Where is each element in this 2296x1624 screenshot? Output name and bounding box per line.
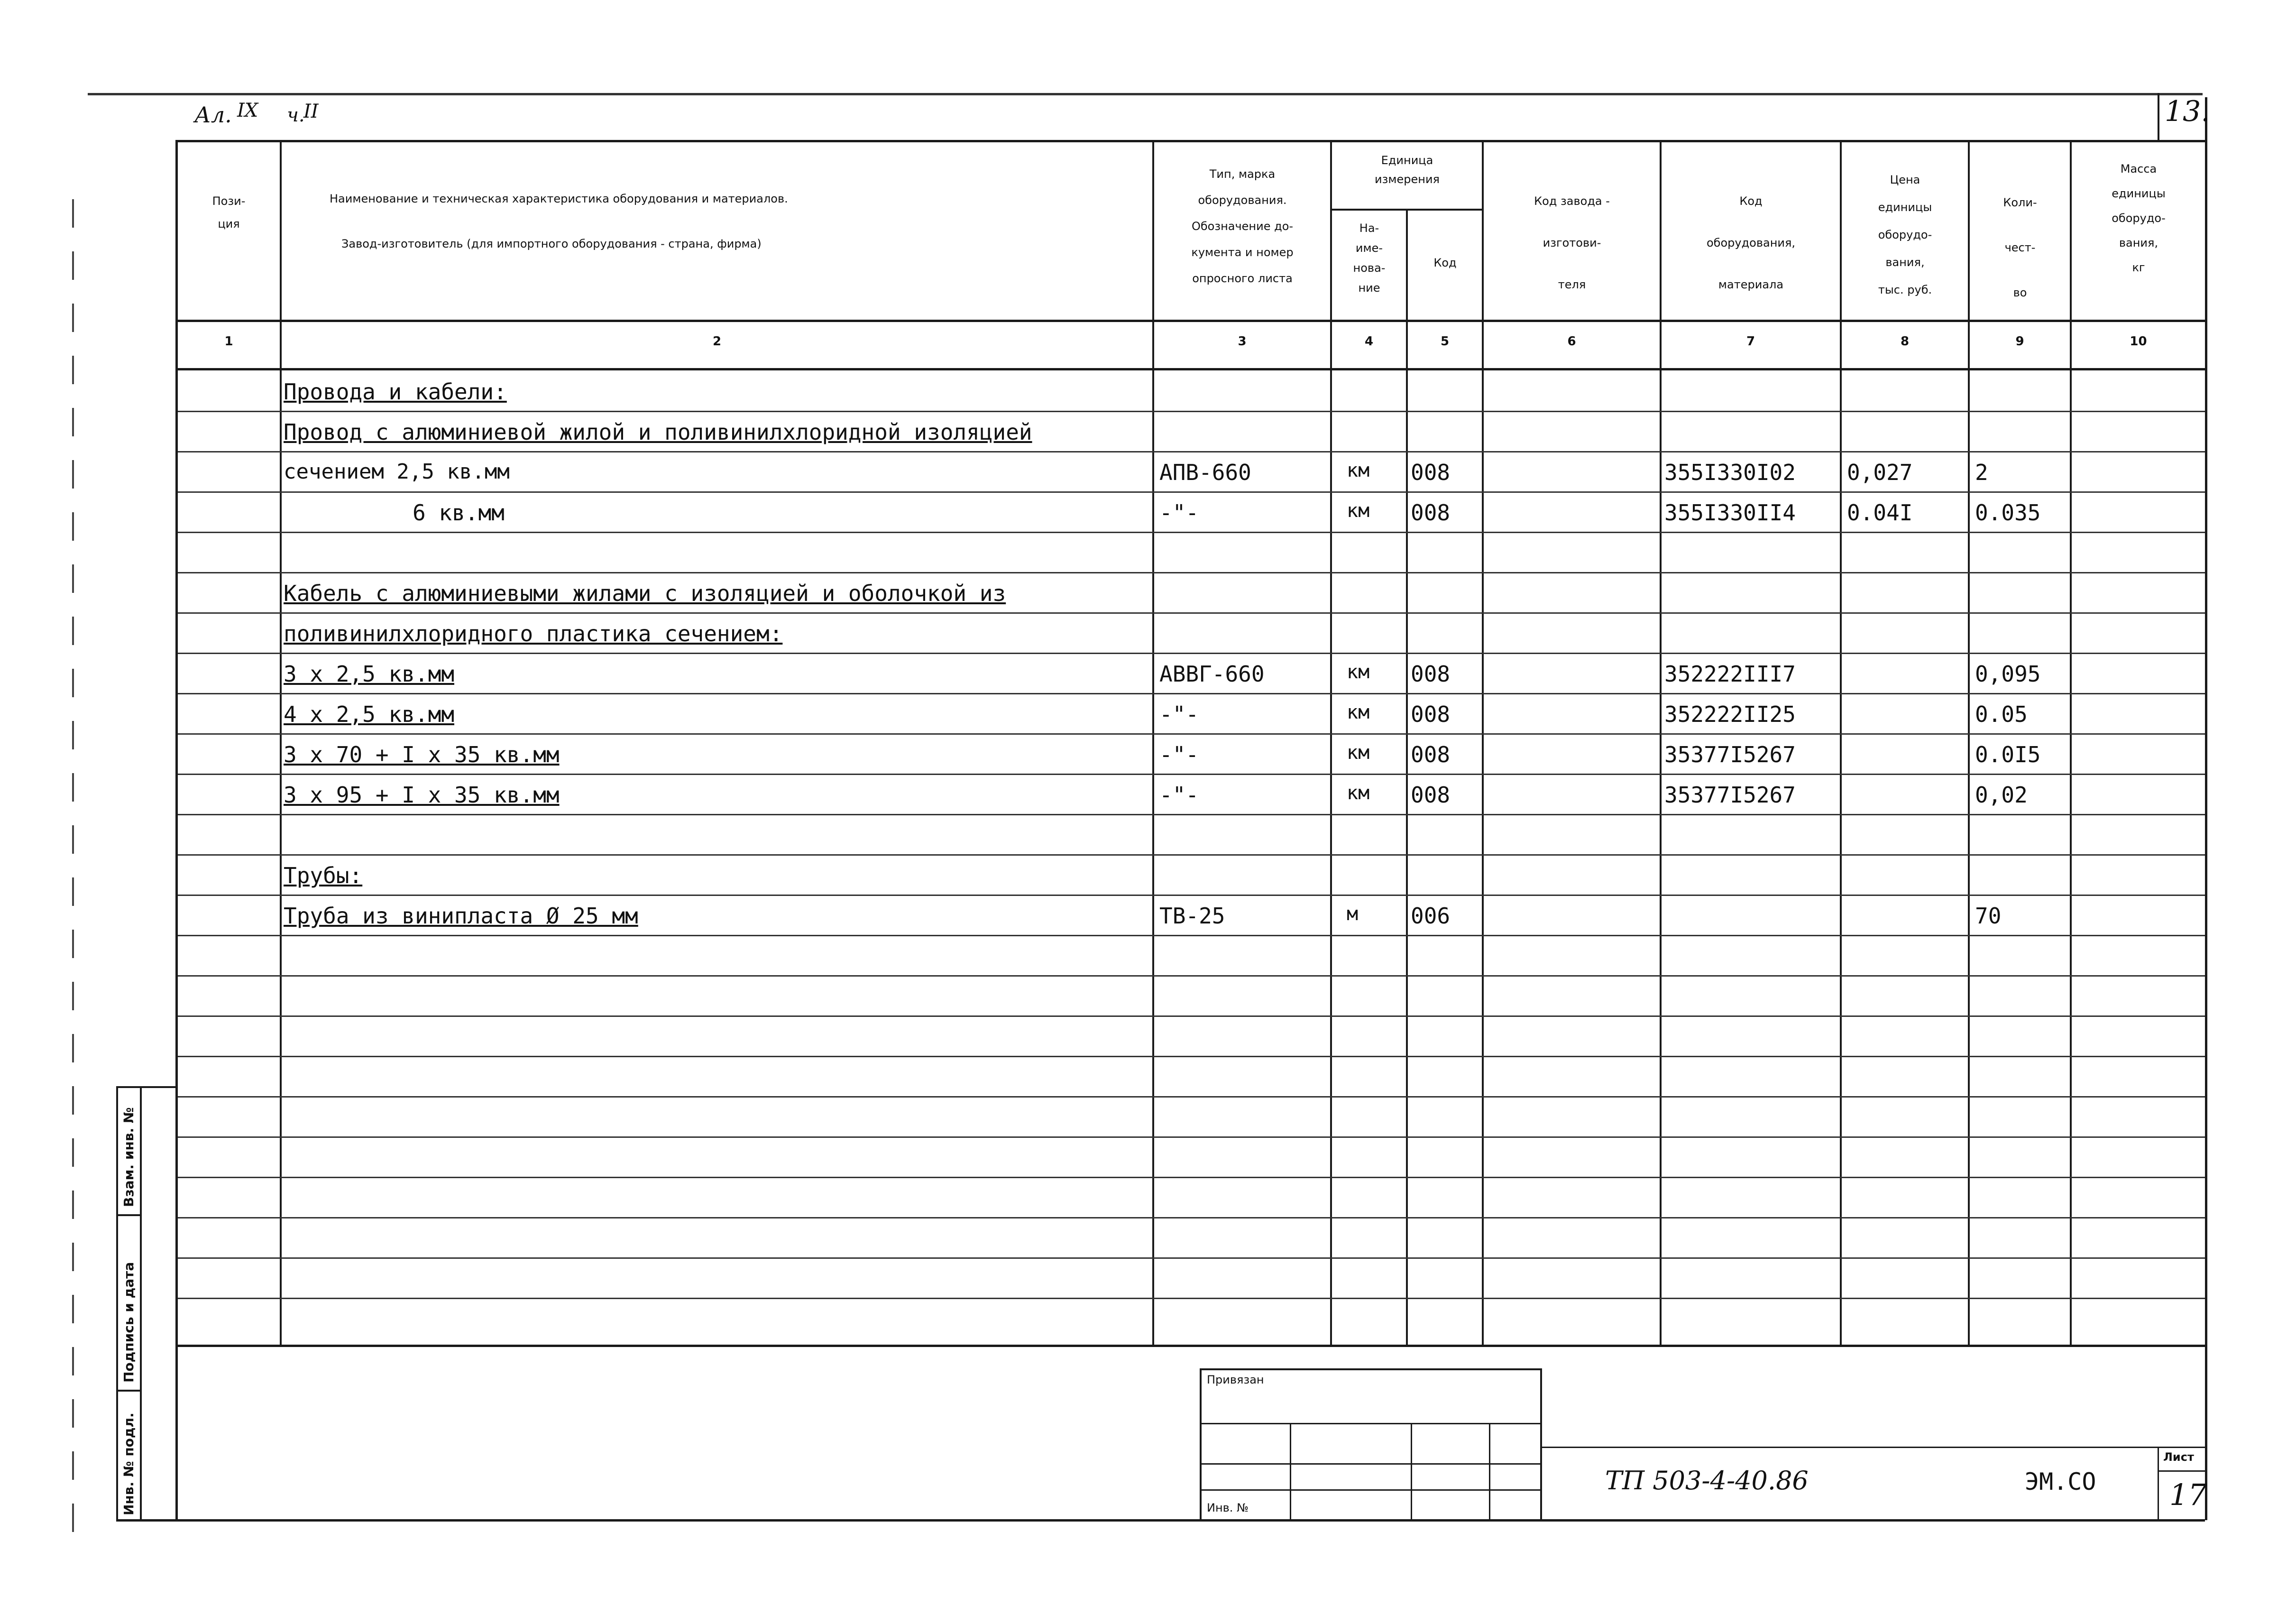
cell-name: 4 х 2,5 кв.мм [284, 701, 455, 727]
tb-outer-top [1200, 1368, 1541, 1370]
header-bottom-rule [175, 320, 2207, 322]
cell-type: АВВГ-660 [1159, 661, 1265, 687]
cell-name: Провода и кабели: [284, 379, 507, 405]
header-col3-l1: Тип, марка [1209, 167, 1276, 181]
side-stamp-right [140, 1086, 142, 1520]
header-col10-l1: Масса [2120, 162, 2157, 175]
cell-name: Трубы: [284, 863, 363, 888]
cell-price: 0.04I [1847, 500, 1913, 526]
header-col8 [1842, 166, 1968, 304]
cell-unit: км [1347, 782, 1370, 804]
side-stamp-div2 [116, 1390, 142, 1392]
header-col7 [1662, 180, 1840, 305]
corner-page-number: 13. [2165, 95, 2210, 128]
cell-name: 3 х 95 + I х 35 кв.мм [284, 782, 560, 808]
col-sep-7 [1840, 140, 1842, 1347]
part-label: ч. [287, 104, 305, 126]
cell-type: -"- [1159, 782, 1199, 808]
colnum-5: 5 [1440, 334, 1450, 349]
header-col5: Код [1433, 256, 1457, 269]
cell-name: сечением 2,5 кв.мм [284, 460, 510, 484]
cell-name: поливинилхлоридного пластика сечением: [284, 621, 783, 646]
tb-inv-no: Инв. № [1207, 1501, 1249, 1514]
table-bottom-rule [175, 1345, 2207, 1347]
header-col1-l2: ция [218, 217, 240, 231]
colnum-10: 10 [2130, 334, 2147, 349]
row-rule [178, 975, 2205, 977]
row-rule [178, 1177, 2205, 1178]
cell-unit: км [1347, 460, 1370, 481]
col-sep-2 [1152, 140, 1154, 1347]
row-rule [178, 854, 2205, 856]
tb-privyazan: Привязан [1207, 1373, 1264, 1386]
header-col7-l3: материала [1718, 278, 1784, 291]
header-unit-group-l1: Единица [1381, 154, 1433, 167]
header-col4-l2: име- [1355, 241, 1383, 255]
row-rule [178, 491, 2205, 493]
numbers-bottom-rule [175, 368, 2207, 370]
cell-equip-code: 352222II25 [1664, 701, 1796, 727]
col-sep-3 [1330, 140, 1332, 1347]
row-rule [178, 411, 2205, 412]
header-col9-l3: во [2013, 286, 2027, 299]
colnum-2: 2 [712, 334, 722, 349]
header-col1-l1: Пози- [212, 194, 246, 208]
cell-name: 3 х 2,5 кв.мм [284, 661, 455, 687]
header-col3 [1155, 161, 1330, 292]
top-border [88, 93, 2203, 95]
row-rule [178, 1015, 2205, 1017]
header-col10-l5: кг [2132, 261, 2145, 274]
tb-doc-code: ТП 503-4-40.86 [1605, 1466, 1809, 1495]
colnum-6: 6 [1567, 334, 1576, 349]
row-rule [178, 1136, 2205, 1138]
colnum-8: 8 [1900, 334, 1910, 349]
header-col8-l1: Цена [1890, 173, 1920, 186]
unit-group-rule [1330, 209, 1482, 211]
col-sep-9 [2070, 140, 2072, 1347]
cell-code: 008 [1411, 742, 1451, 767]
cell-code: 008 [1411, 701, 1451, 727]
cell-type: -"- [1159, 742, 1199, 767]
colnum-9: 9 [2015, 334, 2024, 349]
cell-name: 6 кв.мм [413, 500, 505, 526]
cell-qty: 70 [1975, 903, 2002, 929]
tb-col2 [1411, 1423, 1412, 1520]
header-col8-l5: тыс. руб. [1878, 283, 1932, 296]
album-number: IX [237, 100, 258, 121]
row-rule [178, 693, 2205, 694]
cell-equip-code: 35377I5267 [1664, 742, 1796, 767]
row-rule [178, 451, 2205, 452]
header-col9-l2: чест- [2004, 241, 2036, 254]
cell-qty: 0,02 [1975, 782, 2028, 808]
cell-equip-code: 352222III7 [1664, 661, 1796, 687]
corner-page-box [2158, 93, 2159, 140]
row-rule [178, 1257, 2205, 1259]
cell-equip-code: 35377I5267 [1664, 782, 1796, 808]
cell-name: Провод с алюминиевой жилой и поливинилхлоридной изоляцией [284, 419, 1032, 445]
cell-price: 0,027 [1847, 460, 1913, 485]
side-stamp-top [116, 1086, 175, 1088]
cell-equip-code: 355I330I02 [1664, 460, 1796, 485]
cell-code: 006 [1411, 903, 1451, 929]
header-col9-l1: Коли- [2003, 196, 2037, 209]
header-col10 [2072, 157, 2205, 280]
cell-unit: м [1347, 903, 1359, 925]
header-col9 [1970, 180, 2070, 315]
cell-code: 008 [1411, 500, 1451, 526]
cell-type: -"- [1159, 500, 1199, 526]
top-rule [175, 140, 2207, 142]
header-col6-l2: изготови- [1543, 236, 1601, 249]
part-number: II [303, 101, 319, 122]
header-col7-l2: оборудования, [1706, 236, 1796, 249]
row-rule [178, 814, 2205, 815]
header-col6 [1484, 180, 1660, 305]
cell-equip-code: 355I330II4 [1664, 500, 1796, 526]
col-sep-1 [280, 140, 282, 1347]
cell-unit: км [1347, 701, 1370, 723]
header-col3-l4: кумента и номер [1191, 246, 1294, 259]
col-sep-8 [1968, 140, 1970, 1347]
side-stamp-div1 [116, 1214, 142, 1216]
header-col2-line2: Завод-изготовитель (для импортного оборудования - страна, фирма) [341, 237, 762, 250]
tb-list-box-left [2158, 1447, 2159, 1520]
cell-qty: 0.05 [1975, 701, 2028, 727]
colnum-3: 3 [1238, 334, 1247, 349]
cell-qty: 0,095 [1975, 661, 2041, 687]
header-col10-l4: вания, [2119, 236, 2158, 249]
tb-outer-right [1540, 1368, 1542, 1520]
row-rule [178, 612, 2205, 614]
header-col8-l3: оборудо- [1878, 228, 1932, 241]
tb-list-label: Лист [2163, 1450, 2194, 1464]
cell-qty: 0.0I5 [1975, 742, 2041, 767]
header-col3-l3: Обозначение до- [1191, 220, 1294, 233]
header-col7-l1: Код [1739, 194, 1763, 208]
cell-type: ТВ-25 [1159, 903, 1225, 929]
cell-name: Кабель с алюминиевыми жилами с изоляцией и оболочкой из [284, 581, 1006, 606]
header-col10-l3: оборудо- [2112, 212, 2166, 225]
side-vzam-inv: Взам. инв. № [121, 1107, 137, 1207]
page-bottom-rule [116, 1519, 2205, 1522]
header-col8-l2: единицы [1878, 201, 1932, 214]
cell-type: -"- [1159, 701, 1199, 727]
header-col6-l1: Код завода - [1534, 194, 1610, 208]
scan-margin-mark [72, 199, 74, 1541]
side-podpis-data: Подпись и дата [121, 1262, 137, 1383]
colnum-4: 4 [1364, 334, 1374, 349]
cell-unit: км [1347, 742, 1370, 764]
cell-name: 3 х 70 + I х 35 кв.мм [284, 742, 560, 767]
cell-name: Труба из винипласта Ø 25 мм [284, 903, 638, 929]
row-rule [178, 1298, 2205, 1299]
cell-code: 008 [1411, 661, 1451, 687]
tb-sheet-code: ЭМ.СО [2025, 1468, 2096, 1495]
header-col6-l3: теля [1558, 278, 1586, 291]
cell-qty: 0.035 [1975, 500, 2041, 526]
tb-right-top [1542, 1447, 2206, 1448]
cell-qty: 2 [1975, 460, 1988, 485]
cell-type: АПВ-660 [1159, 460, 1251, 485]
header-col4-l1: На- [1359, 221, 1379, 235]
header-col3-l2: оборудования. [1198, 194, 1287, 207]
header-col10-l2: единицы [2112, 187, 2166, 200]
col-sep-4 [1406, 209, 1408, 1347]
side-stamp-left [116, 1086, 118, 1520]
tb-col1 [1290, 1423, 1291, 1520]
header-col4-l4: ние [1358, 281, 1380, 295]
header-col8-l4: вания, [1885, 256, 1925, 269]
row-rule [178, 1056, 2205, 1057]
row-rule [178, 532, 2205, 533]
cell-code: 008 [1411, 782, 1451, 808]
tb-col3 [1489, 1423, 1490, 1520]
row-rule [178, 1217, 2205, 1218]
header-unit-group-l2: измерения [1375, 173, 1440, 186]
row-rule [178, 935, 2205, 936]
tb-list-box-mid [2158, 1470, 2205, 1472]
tb-list-number: 17 [2169, 1477, 2207, 1512]
side-inv-podl: Инв. № подл. [121, 1412, 137, 1515]
header-col1 [178, 190, 280, 235]
row-rule [178, 1096, 2205, 1098]
right-border [2205, 97, 2207, 1520]
row-rule [178, 774, 2205, 775]
col-sep-6 [1660, 140, 1662, 1347]
row-rule [178, 572, 2205, 573]
row-rule [178, 733, 2205, 735]
col-sep-5 [1482, 140, 1484, 1347]
header-col4 [1332, 218, 1406, 298]
tb-outer-left [1200, 1368, 1202, 1520]
row-rule [178, 895, 2205, 896]
cell-unit: км [1347, 661, 1370, 683]
header-col2-line1: Наименование и техническая характеристика оборудования и материалов. [330, 192, 788, 205]
cell-code: 008 [1411, 460, 1451, 485]
header-col4-l3: нова- [1353, 261, 1386, 275]
cell-unit: км [1347, 500, 1370, 522]
colnum-1: 1 [224, 334, 233, 349]
album-label: Ал. [194, 102, 232, 128]
row-rule [178, 653, 2205, 654]
header-col3-l5: опросного листа [1192, 272, 1293, 285]
colnum-7: 7 [1746, 334, 1755, 349]
header-unit-group [1332, 151, 1482, 189]
